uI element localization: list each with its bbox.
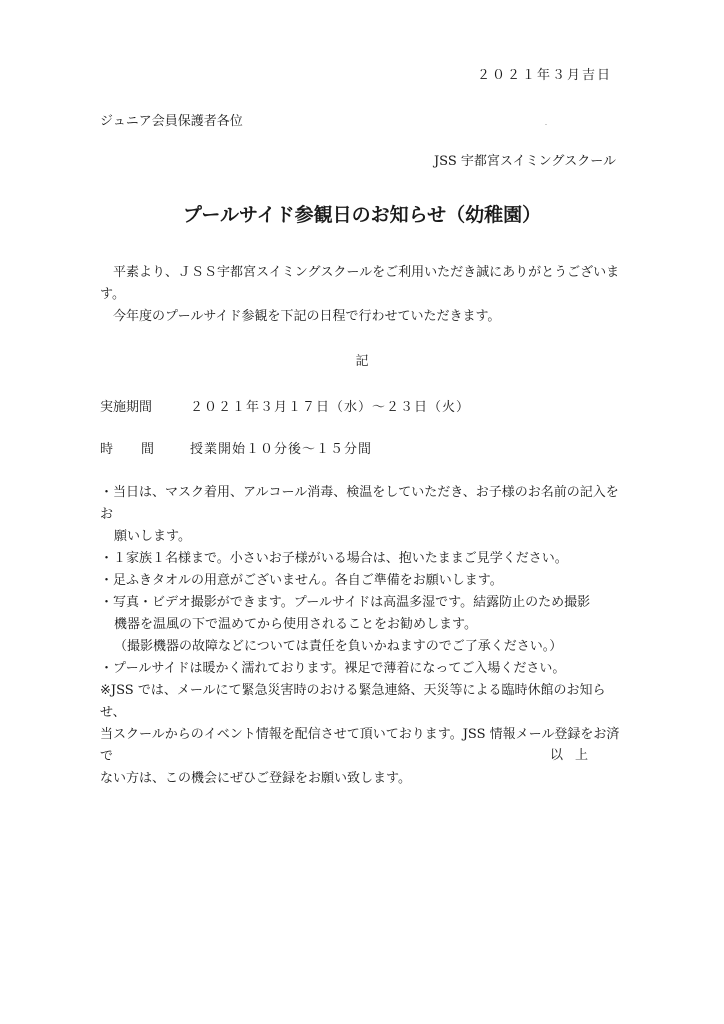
ki-heading: 記 xyxy=(355,354,369,369)
note-6-line-c: ない方は、この機会にぜひご登録をお願い致します。 xyxy=(100,771,411,786)
intro-paragraph xyxy=(100,262,620,328)
document-date: ２０２１年３月吉日 xyxy=(476,68,612,83)
recipient-line: ジュニア会員保護者各位 xyxy=(100,114,243,129)
notes-list xyxy=(100,482,620,790)
document-title: プールサイド参観日のお知らせ（幼稚園） xyxy=(182,204,542,226)
time-label: 時間 xyxy=(100,442,183,457)
note-4-line-c: （撮影機器の故障などについては責任を負いかねますのでご了承ください。） xyxy=(114,639,563,654)
sender-line: JSS 宇都宮スイミングスクール xyxy=(433,154,616,169)
note-4-line-b: 機器を温風の下で温めてから使用されることをお勧めします。 xyxy=(114,617,477,632)
scan-speck xyxy=(545,124,547,125)
intro-line-3: 今年度のプールサイド参観を下記の日程で行わせていただきます。 xyxy=(113,309,501,324)
intro-line-1: 平素より、ＪＳＳ宇都宮スイミングスクールをご利用いただき誠にありがとうございま xyxy=(113,265,620,280)
note-1-line-b: 願いします。 xyxy=(114,529,191,544)
period-label: 実施期間 xyxy=(100,400,153,415)
intro-line-2: す。 xyxy=(100,287,125,302)
time-value: 授業開始１０分後～１５分間 xyxy=(190,442,373,457)
closing-mark: 以上 xyxy=(549,748,600,763)
period-value: ２０２１年３月１７日（水）～２３日（火） xyxy=(190,400,471,415)
note-1-line-a: ・当日は、マスク着用、アルコール消毒、検温をしていただき、お子様のお名前の記入をお xyxy=(100,485,619,522)
note-6-line-b: 当スクールからのイベント情報を配信させて頂いております。JSS 情報メール登録をお済で xyxy=(100,727,620,764)
note-4-line-a: ・写真・ビデオ撮影ができます。プールサイドは高温多湿です。結露防止のため撮影 xyxy=(100,595,591,610)
note-6-line-a: ※JSS では、メールにて緊急災害時のおける緊急連絡、天災等による臨時休館のお知らせ、 xyxy=(100,683,606,720)
note-5: ・プールサイドは暖かく濡れております。裸足で薄着になってご入場ください。 xyxy=(100,661,566,676)
note-3: ・足ふきタオルの用意がございません。各自ご準備をお願いします。 xyxy=(100,573,503,588)
note-2: ・１家族１名様まで。小さいお子様がいる場合は、抱いたままご見学ください。 xyxy=(100,551,568,566)
